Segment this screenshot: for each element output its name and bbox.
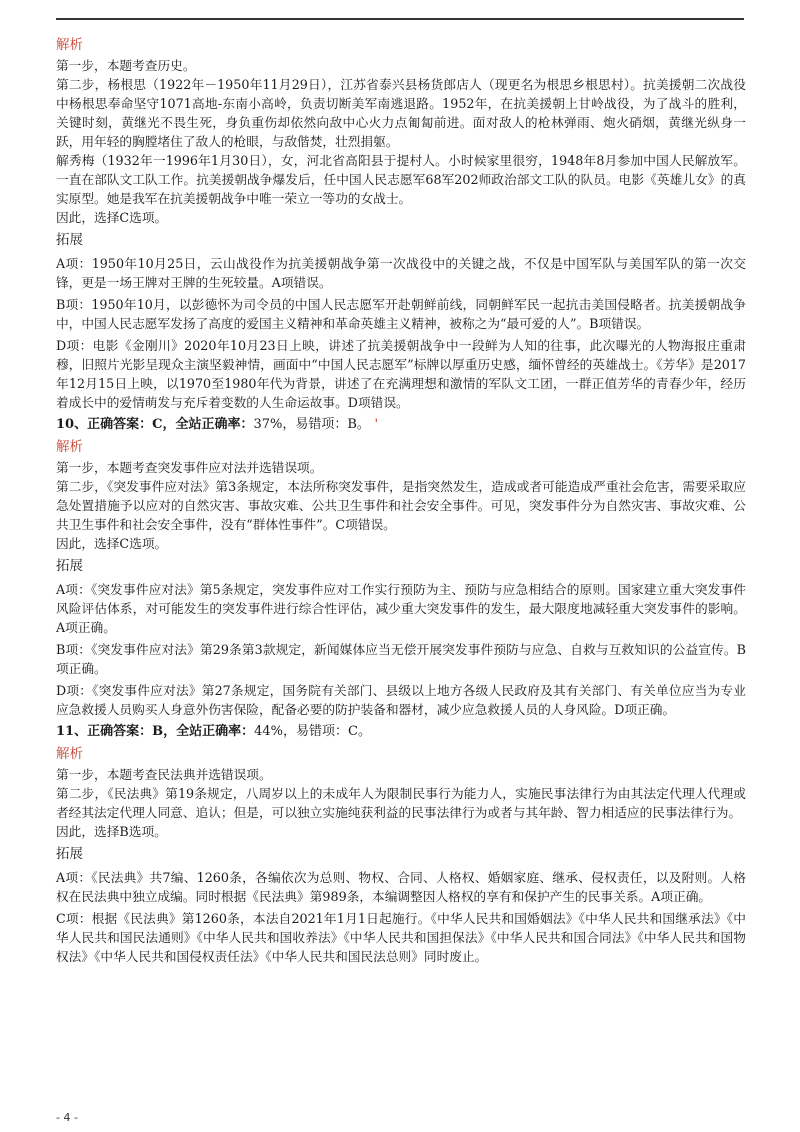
q9-extension-heading: 拓展 <box>56 232 83 248</box>
q11-rate: 44% <box>254 724 283 739</box>
q10-conclusion: 因此，选择C选项。 <box>56 536 168 551</box>
q10-rate: 37% <box>253 417 283 432</box>
q11-ext-a: A项：《民法典》共7编、1260条，各编依次为总则、物权、合同、人格权、婚姻家庭、继承、侵权责任，以及附则。人格权在民法典中独立成编。同时根据《民法典》第989条，本编调整因人格权的享有和保护产生的民事关系。A项正确。 <box>56 870 746 904</box>
q9-ext-a: A项：1950年10月25日，云山战役作为抗美援朝战争第一次战役中的关键之战，不仅是中国军队与美国军队的第一次交锋，更是一场王牌对王牌的生死较量。A项错误。 <box>56 256 746 290</box>
q11-answer-label: 11、正确答案：B，全站正确率： <box>56 724 255 739</box>
q9-analysis-heading: 解析 <box>56 37 83 53</box>
q9-step2b: 解秀梅（1932年一1996年1月30日），女，河北省高阳县于提村人。小时候家里很穷，1948年8月参加中国人民解放军。一直在部队文工队工作。抗美援朝战争爆发后，任中国人民志愿军68军202师政治部文工队的队员。电影《英雄儿女》的真实原型。她是我军在抗美援朝战争中唯一荣立一等功的女战士。 <box>56 153 746 206</box>
q9-step1: 第一步，本题考查历史。 <box>56 58 196 73</box>
q10-step2: 第二步，《突发事件应对法》第3条规定，本法所称突发事件，是指突然发生，造成或者可能造成严重社会危害，需要采取应急处置措施予以应对的自然灾害、事故灾难、公共卫生事件和社会安全事件。可见，突发事件分为自然灾害、事故灾难、公共卫生事件和社会安全事件，没有“群体性事件”。C项错误。 <box>56 479 746 532</box>
q10-ext-a: A项：《突发事件应对法》第5条规定，突发事件应对工作实行预防为主、预防与应急相结合的原则。国家建立重大突发事件风险评估体系，对可能发生的突发事件进行综合性评估，减少重大突发事件的发生，最大限度地减轻重大突发事件的影响。A项正确。 <box>56 582 746 635</box>
header-rule <box>56 18 744 20</box>
q10-step1: 第一步，本题考查突发事件应对法并选错误项。 <box>56 460 323 475</box>
q11-conclusion: 因此，选择B选项。 <box>56 824 167 839</box>
q10-ext-d: D项：《突发事件应对法》第27条规定，国务院有关部门、县级以上地方各级人民政府及其有关部门、有关单位应当为专业应急救援人员购买人身意外伤害保险，配备必要的防护装备和器材，减少应急救援人员的人身风险。D项正确。 <box>56 683 746 717</box>
page-content <box>56 34 746 966</box>
q9-ext-d: D项：电影《金刚川》2020年10月23日上映，讲述了抗美援朝战争中一段鲜为人知的往事，此次曝光的人物海报庄重肃穆，旧照片光影呈现众主演坚毅神情，画面中“中国人民志愿军”标牌以厚重历史感，缅怀曾经的英雄战士。《芳华》是2017年12月15日上映，以1970至1980年代为背景，讲述了在充满理想和激情的军队文工团，一群正值芳华的青春少年，经历着成长中的爱情萌发与充斥着变数的人生命运故事。D项错误。 <box>56 338 746 410</box>
q10-ext-b: B项：《突发事件应对法》第29条第3款规定，新闻媒体应当无偿开展突发事件预防与应急、自救与互救知识的公益宣传。B项正确。 <box>56 642 746 676</box>
q11-step1: 第一步，本题考查民法典并选错误项。 <box>56 767 272 782</box>
q11-answer-line <box>56 721 746 743</box>
q10-answer-line <box>56 414 746 436</box>
q11-analysis-heading: 解析 <box>56 746 83 762</box>
page-number: - 4 - <box>56 1111 78 1124</box>
q11-extension-heading: 拓展 <box>56 846 83 862</box>
q10-answer-label: 10、正确答案：C，全站正确率： <box>56 417 254 432</box>
q10-mark: ' <box>374 417 379 432</box>
q9-step2: 第二步，杨根思（1922年－1950年11月29日），江苏省泰兴县杨货郎店人（现更名为根思乡根思村）。抗美援朝二次战役中杨根思奉命坚守1071高地-东南小高岭，负责切断美军南逃退路。1952年，在抗美援朝上甘岭战役，为了战斗的胜利，关键时刻，黄继光不畏生死，身负重伤却依然向敌中心火力点匍匐前进。面对敌人的枪林弹雨、炮火硝烟，黄继光纵身一跃，用年轻的胸膛堵住了敌人的枪眼，与敌偕焚，壮烈捐躯。 <box>56 77 746 149</box>
q9-conclusion: 因此，选择C选项。 <box>56 210 168 225</box>
q10-analysis-heading: 解析 <box>56 439 83 455</box>
q10-extension-heading: 拓展 <box>56 558 83 574</box>
q10-wrong: ，易错项：B。 <box>282 417 370 432</box>
q11-ext-c: C项：根据《民法典》第1260条，本法自2021年1月1日起施行。《中华人民共和国婚姻法》《中华人民共和国继承法》《中华人民共和国民法通则》《中华人民共和国收养法》《中华人民共和国担保法》《中华人民共和国合同法》《中华人民共和国物权法》《中华人民共和国侵权责任法》《中华人民共和国民法总则》同时废止。 <box>56 911 746 964</box>
q9-ext-b: B项：1950年10月，以彭德怀为司令员的中国人民志愿军开赴朝鲜前线，同朝鲜军民一起抗击美国侵略者。抗美援朝战争中，中国人民志愿军发扬了高度的爱国主义精神和革命英雄主义精神，被称之为“最可爱的人”。B项错误。 <box>56 297 746 331</box>
q11-wrong: ，易错项：C。 <box>283 724 371 739</box>
q11-step2: 第二步，《民法典》第19条规定，八周岁以上的未成年人为限制民事行为能力人，实施民事法律行为由其法定代理人代理或者经其法定代理人同意、追认；但是，可以独立实施纯获利益的民事法律行为或者与其年龄、智力相适应的民事法律行为。 <box>56 786 746 820</box>
